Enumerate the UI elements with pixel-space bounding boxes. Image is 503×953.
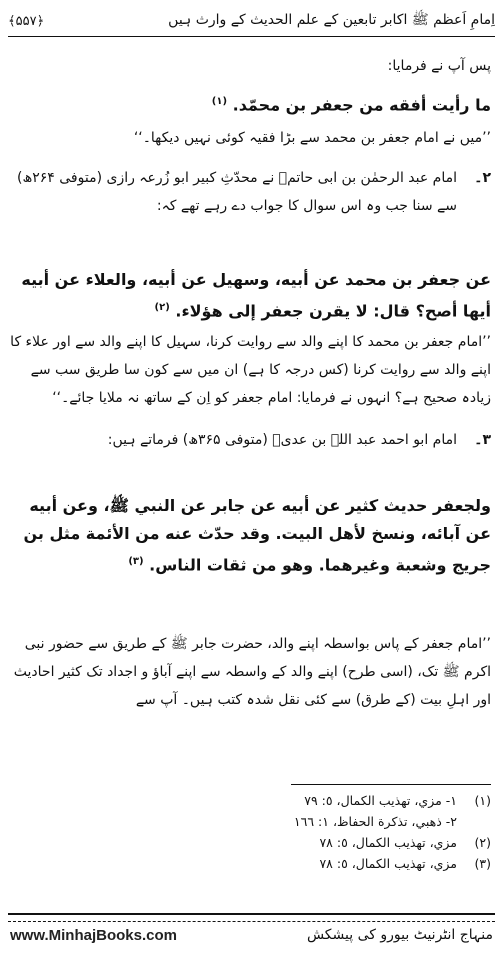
footnote-ref-1: (١)	[211, 96, 228, 107]
running-header	[8, 8, 495, 34]
footnote-text: مزي، تهذيب الكمال، ٥: ٧٨	[319, 835, 458, 850]
header-rule	[8, 36, 495, 37]
arabic-quote-2-text: عن جعفر بن محمد عن أبيه، وسهيل عن أبيه، والعلاء عن أبيه أيها أصح؟ قال: لا يقرن جعفر إلى هؤلاء.	[21, 270, 491, 321]
urdu-translation-1: ’’میں نے امام جعفر بن محمد سے بڑا فقیہ کوئی نہیں دیکھا۔‘‘	[133, 130, 491, 146]
footnote-marker: (١)	[474, 793, 491, 808]
footnote-rule	[291, 784, 491, 785]
footnote-line	[191, 811, 491, 832]
footnote-ref-2: (٢)	[154, 302, 170, 313]
footnote-marker: (٣)	[474, 856, 491, 871]
item-2-text: امام عبد الرحمٰن بن ابی حاتمؒ نے محدّثِ کبیر ابو زُرعہ رازی (متوفی ۲۶۴ھ) سے سنا جب وہ اس سوال کا جواب دے رہے تھے کہ:	[17, 170, 457, 214]
numbered-item-3	[10, 426, 491, 454]
footnote-line	[191, 790, 491, 811]
running-title: اِمامِ اَعظم ﷺ اکابر تابعین کے علم الحدیث کے وارث ہیں	[168, 12, 495, 28]
item-number-3: ۳۔	[474, 432, 491, 448]
footer-rule	[8, 913, 495, 922]
footnotes	[191, 790, 491, 874]
arabic-quote-3-text: ولجعفر حديث كثير عن أبيه عن جابر عن النبي ﷺ، وعن أبيه عن آبائه، ونسخ لأهل البيت. وقد حدّث عنه من الأئمة مثل بن جريج وشعبة وغيرهما. وهو من ثقات الناس.	[23, 496, 491, 575]
page-number: ﴾۵۵۷﴿	[8, 13, 45, 29]
item-number-2: ۲۔	[474, 170, 491, 186]
urdu-translation-2: ’’امام جعفر بن محمد کا اپنے والد سے روایت کرنا، سہیل کا اپنے والد سے اور علاء کا اپنے والد سے روایت کرنا (کس درجہ کا ہے) ان میں سے کون سا طریق سب سے زیادہ صحیح ہے؟ انہوں نے فرمایا: امام جعفر کو اِن کے ساتھ نہ ملایا جائے۔‘‘	[10, 334, 491, 406]
arabic-quote-3	[10, 492, 491, 579]
arabic-quote-1	[10, 88, 491, 119]
arabic-quote-1-text: ما رأيت أفقه من جعفر بن محمّد.	[232, 95, 491, 115]
numbered-item-2	[10, 164, 491, 220]
page-footer	[10, 922, 493, 948]
footnote-text: ١- مزي، تهذيب الكمال، ٥: ٧٩	[304, 793, 458, 808]
footnote-text: مزي، تهذيب الكمال، ٥: ٧٨	[319, 856, 458, 871]
footnote-line	[191, 832, 491, 853]
item-3-text: امام ابو احمد عبد اللہ بن عدیؒ (متوفی ۳۶۵ھ) فرماتے ہیں:	[107, 432, 457, 448]
footnote-line	[191, 853, 491, 874]
paragraph-intro: پس آپ نے فرمایا:	[387, 58, 491, 74]
footnote-ref-3: (٣)	[128, 556, 144, 567]
arabic-quote-2	[10, 266, 491, 325]
footnote-text: ٢- ذهبي، تذكرة الحفاظ، ١: ١٦٦	[293, 814, 458, 829]
footnote-marker: (٢)	[474, 835, 491, 850]
website-link[interactable]: www.MinhajBooks.com	[10, 926, 177, 944]
publisher-credit: منہاج انٹرنیٹ بیورو کی پیشکش	[306, 927, 493, 943]
urdu-translation-3: ’’امام جعفر کے پاس بواسطہ اپنے والد، حضرت جابر ﷺ کے طریق سے حضور نبی اکرم ﷺ تک، (اسی طرح) اپنے والد کے واسطہ سے اپنے آباؤ و اجداد تک کثیر احادیث اور اہلِ بیت (کے طرق) سے کئی نقل شدہ کتب ہیں۔ آپ سے	[13, 636, 491, 708]
